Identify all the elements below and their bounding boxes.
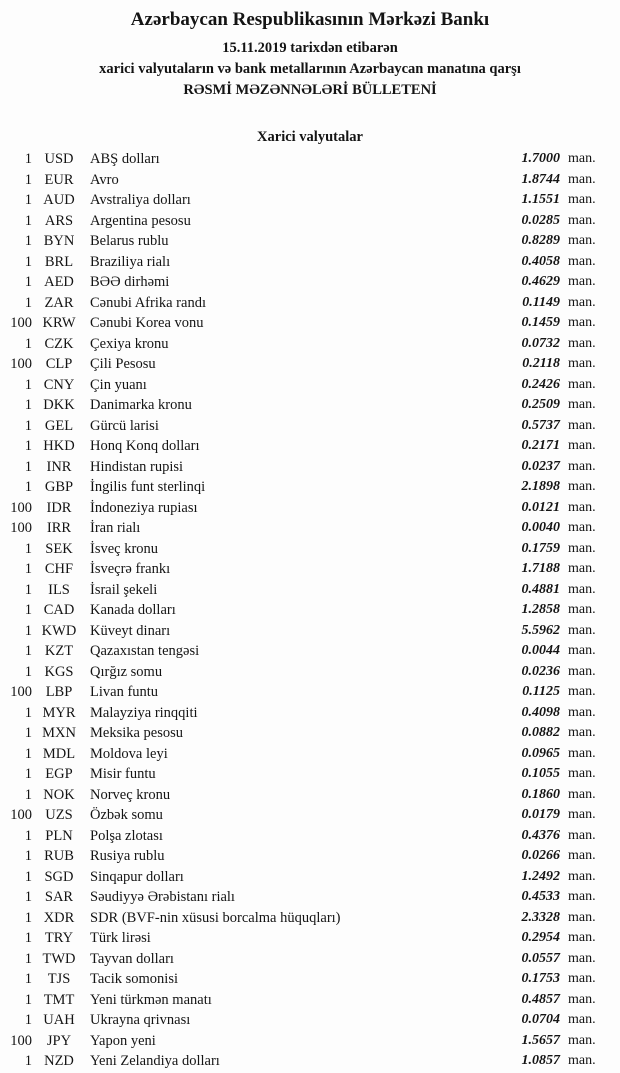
table-row (0, 887, 620, 908)
currency-name: Polşa zlotası (90, 827, 163, 844)
currency-name: Özbək somu (90, 807, 163, 823)
currency-quantity: 1 (24, 561, 32, 577)
currency-unit: man. (568, 479, 596, 494)
currency-unit: man. (568, 827, 596, 843)
currency-name: Sinqapur dolları (90, 868, 184, 885)
currency-unit: man. (568, 745, 596, 761)
currency-name: ABŞ dolları (90, 151, 160, 167)
currency-quantity: 1 (24, 335, 32, 352)
currency-unit: man. (568, 253, 596, 269)
currency-quantity: 1 (24, 212, 32, 229)
currency-code: CLP (45, 356, 73, 372)
currency-name: Küveyt dinarı (90, 622, 171, 639)
currency-unit: man. (568, 417, 596, 433)
currency-code: AED (44, 274, 74, 290)
table-row (0, 990, 620, 1011)
currency-quantity: 1 (24, 479, 32, 495)
currency-rate: 0.0121 (521, 499, 560, 515)
currency-quantity: 1 (24, 274, 32, 290)
currency-name: İndoneziya rupiası (90, 499, 198, 516)
currency-name: Kanada dolları (90, 602, 176, 618)
currency-name: Danimarka kronu (90, 397, 192, 413)
effective-date-line: 15.11.2019 tarixdən etibarən (222, 40, 398, 56)
table-row (0, 621, 620, 642)
currency-rate: 0.5737 (521, 417, 560, 433)
currency-quantity: 1 (24, 991, 32, 1008)
currency-code: MDL (42, 745, 76, 762)
currency-rate: 0.0237 (521, 458, 560, 474)
currency-rate: 0.0266 (521, 848, 560, 863)
currency-unit: man. (568, 315, 596, 330)
currency-unit: man. (568, 151, 596, 166)
currency-name: Misir funtu (90, 766, 156, 782)
currency-unit: man. (568, 171, 596, 187)
currency-rate: 0.1860 (521, 786, 560, 802)
currency-name: Cənubi Afrika randı (90, 294, 206, 311)
currency-unit: man. (568, 766, 596, 781)
currency-quantity: 1 (24, 950, 32, 967)
currency-name: İngilis funt sterlinqi (90, 479, 206, 495)
currency-quantity: 1 (24, 622, 32, 639)
table-row (0, 1031, 620, 1052)
table-row (0, 334, 620, 355)
table-row (0, 969, 620, 990)
currency-code: NZD (44, 1053, 74, 1069)
bank-title: Azərbaycan Respublikasının Mərkəzi Bankı (130, 9, 490, 30)
currency-unit: man. (568, 520, 596, 535)
currency-code: ILS (48, 581, 70, 598)
currency-name: BƏƏ dirhəmi (90, 274, 170, 290)
table-row (0, 949, 620, 970)
currency-rate: 1.0857 (521, 1053, 560, 1068)
currency-quantity: 1 (24, 971, 32, 987)
currency-unit: man. (568, 807, 596, 822)
currency-rate: 1.2492 (521, 868, 560, 884)
currency-unit: man. (568, 356, 596, 371)
currency-quantity: 1 (24, 581, 32, 598)
subtitle-line: xarici valyutaların və bank metallarının Azərbaycan manatına qarşı (99, 61, 521, 77)
currency-code: BYN (43, 233, 75, 249)
currency-rate: 0.4629 (521, 274, 560, 289)
currency-unit: man. (568, 950, 596, 966)
currency-quantity: 100 (10, 520, 32, 536)
currency-quantity: 1 (24, 233, 32, 249)
currency-quantity: 1 (24, 909, 32, 926)
section-title-foreign-currencies: Xarici valyutalar (257, 129, 363, 145)
currency-code: KWD (41, 622, 77, 639)
currency-quantity: 100 (10, 1032, 32, 1049)
currency-quantity: 1 (24, 930, 32, 946)
table-row (0, 908, 620, 929)
currency-unit: man. (568, 397, 596, 412)
currency-rate: 0.4376 (521, 827, 560, 843)
table-row (0, 662, 620, 683)
currency-unit: man. (568, 1032, 596, 1048)
currency-name: Malayziya rinqqiti (90, 704, 198, 721)
table-row (0, 149, 620, 170)
currency-unit: man. (568, 909, 596, 925)
currency-rate: 1.7188 (521, 561, 560, 576)
currency-unit: man. (568, 192, 596, 207)
table-row (0, 436, 620, 457)
currency-quantity: 1 (24, 397, 32, 413)
currency-rate: 0.0236 (521, 663, 560, 679)
currency-code: SEK (45, 540, 73, 557)
rates-table-body (0, 149, 620, 1072)
document-header (0, 8, 620, 101)
currency-quantity: 100 (10, 684, 32, 700)
currency-code: SGD (44, 868, 74, 885)
currency-rate: 5.5962 (521, 622, 560, 638)
currency-rate: 0.4881 (521, 581, 560, 597)
currency-code: ZAR (44, 294, 74, 311)
currency-unit: man. (568, 1012, 596, 1027)
currency-name: Meksika pesosu (90, 725, 184, 741)
currency-code: CZK (44, 335, 74, 352)
currency-quantity: 1 (24, 827, 32, 844)
currency-code: USD (44, 151, 74, 167)
currency-quantity: 1 (24, 643, 32, 659)
currency-quantity: 100 (10, 315, 32, 331)
currency-quantity: 100 (10, 499, 32, 516)
table-row (0, 313, 620, 334)
currency-quantity: 1 (24, 1012, 32, 1028)
currency-code: TWD (42, 950, 76, 967)
currency-quantity: 100 (10, 807, 32, 823)
table-row (0, 559, 620, 580)
currency-unit: man. (568, 561, 596, 576)
currency-code: CNY (43, 376, 75, 393)
currency-rate: 0.0732 (521, 335, 560, 351)
currency-code: HKD (43, 438, 75, 454)
currency-unit: man. (568, 581, 596, 597)
currency-name: Norveç kronu (90, 786, 171, 803)
currency-rate: 0.2954 (521, 930, 560, 945)
currency-unit: man. (568, 868, 596, 884)
currency-rate: 1.5657 (521, 1032, 560, 1048)
currency-quantity: 1 (24, 868, 32, 885)
table-row (0, 252, 620, 273)
currency-quantity: 1 (24, 745, 32, 762)
currency-quantity: 1 (24, 663, 32, 680)
table-row (0, 641, 620, 662)
currency-name: Avro (90, 171, 119, 188)
currency-code: RUB (44, 848, 74, 864)
currency-code: TMT (43, 991, 75, 1008)
table-row (0, 231, 620, 252)
currency-rate: 0.0557 (521, 950, 560, 966)
table-row (0, 764, 620, 785)
currency-rate: 0.0882 (521, 725, 560, 740)
table-row (0, 867, 620, 888)
currency-code: TRY (44, 930, 74, 946)
currency-code: KGS (44, 663, 74, 680)
table-row (0, 498, 620, 519)
table-row (0, 375, 620, 396)
currency-name: Yeni türkmən manatı (90, 991, 212, 1008)
currency-code: GEL (44, 417, 74, 434)
currency-name: Qazaxıstan tengəsi (90, 643, 200, 659)
currency-quantity: 1 (24, 540, 32, 557)
currency-unit: man. (568, 663, 596, 679)
table-row (0, 744, 620, 765)
currency-name: Gürcü larisi (90, 417, 159, 434)
currency-rate: 0.1759 (521, 540, 560, 556)
currency-name: İran rialı (90, 520, 141, 536)
table-row (0, 477, 620, 498)
currency-unit: man. (568, 212, 596, 228)
currency-quantity: 1 (24, 151, 32, 167)
table-row (0, 703, 620, 724)
currency-rate: 0.1055 (521, 766, 560, 781)
currency-quantity: 1 (24, 171, 32, 188)
currency-quantity: 1 (24, 725, 32, 741)
table-row (0, 457, 620, 478)
table-row (0, 846, 620, 867)
table-row (0, 785, 620, 806)
currency-quantity: 1 (24, 1053, 32, 1069)
currency-code: ARS (44, 212, 74, 229)
currency-unit: man. (568, 499, 596, 515)
currency-rate: 0.0040 (521, 520, 560, 535)
currency-name: Braziliya rialı (90, 253, 171, 270)
currency-unit: man. (568, 725, 596, 740)
currency-rate: 0.1125 (522, 684, 560, 699)
currency-unit: man. (568, 233, 596, 248)
currency-unit: man. (568, 438, 596, 453)
table-row (0, 682, 620, 703)
currency-unit: man. (568, 274, 596, 289)
currency-name: Tacik somonisi (90, 971, 178, 987)
currency-unit: man. (568, 294, 596, 310)
currency-quantity: 1 (24, 376, 32, 393)
currency-rate: 0.2426 (521, 376, 560, 392)
currency-code: EUR (44, 171, 74, 188)
bulletin-title: RƏSMİ MƏZƏNNƏLƏRİ BÜLLETENİ (183, 82, 437, 98)
currency-code: PLN (45, 827, 73, 844)
currency-quantity: 1 (24, 417, 32, 434)
table-row (0, 416, 620, 437)
currency-name: Qırğız somu (90, 663, 163, 680)
currency-name: Avstraliya dolları (90, 192, 191, 208)
currency-name: İsveçrə frankı (90, 561, 171, 577)
currency-unit: man. (568, 602, 596, 617)
currency-code: INR (46, 458, 72, 475)
table-row (0, 354, 620, 375)
currency-unit: man. (568, 848, 596, 863)
currency-quantity: 100 (10, 356, 32, 372)
currency-rate: 0.1149 (522, 294, 560, 310)
table-row (0, 211, 620, 232)
currency-code: IRR (46, 520, 72, 536)
currency-unit: man. (568, 991, 596, 1007)
currency-code: KZT (44, 643, 74, 659)
currency-name: Tayvan dolları (90, 950, 174, 967)
currency-rate: 1.8744 (521, 171, 560, 187)
currency-rate: 0.2171 (521, 438, 560, 453)
currency-unit: man. (568, 786, 596, 802)
currency-rate: 1.7000 (521, 151, 560, 166)
currency-rate: 0.4857 (521, 991, 560, 1007)
currency-rate: 0.0285 (521, 212, 560, 228)
currency-name: Çili Pesosu (90, 356, 156, 372)
currency-code: LBP (45, 684, 73, 700)
currency-unit: man. (568, 540, 596, 556)
currency-name: Rusiya rublu (90, 848, 165, 864)
currency-unit: man. (568, 376, 596, 392)
currency-name: SDR (BVF-nin xüsusi borcalma hüquqları) (90, 909, 341, 926)
table-row (0, 1051, 620, 1072)
currency-name: Ukrayna qrivnası (90, 1012, 191, 1028)
currency-rate: 1.2858 (521, 602, 560, 617)
currency-rate: 0.0179 (521, 807, 560, 822)
currency-quantity: 1 (24, 294, 32, 311)
currency-code: DKK (43, 397, 75, 413)
table-row (0, 395, 620, 416)
table-row (0, 723, 620, 744)
currency-name: Argentina pesosu (90, 212, 191, 229)
currency-quantity: 1 (24, 786, 32, 803)
currency-rate: 0.1753 (521, 971, 560, 986)
currency-name: Moldova leyi (90, 745, 168, 762)
table-row (0, 928, 620, 949)
currency-rate: 2.3328 (521, 909, 560, 925)
currency-unit: man. (568, 622, 596, 638)
currency-code: MYR (42, 704, 76, 721)
currency-name: İsveç kronu (90, 540, 159, 557)
table-row (0, 293, 620, 314)
currency-rate: 2.1898 (521, 479, 560, 494)
currency-code: KRW (42, 315, 76, 331)
currency-unit: man. (568, 704, 596, 720)
currency-unit: man. (568, 335, 596, 351)
currency-name: Cənubi Korea vonu (90, 315, 204, 331)
currency-name: Belarus rublu (90, 233, 169, 249)
currency-rate: 1.1551 (521, 192, 560, 207)
currency-code: AUD (43, 192, 75, 208)
table-row (0, 580, 620, 601)
currency-code: TJS (47, 971, 71, 987)
currency-quantity: 1 (24, 438, 32, 454)
currency-code: GBP (44, 479, 74, 495)
currency-name: Səudiyyə Ərəbistanı rialı (90, 889, 235, 905)
currency-rate: 0.0965 (521, 745, 560, 761)
currency-code: BRL (44, 253, 74, 270)
currency-code: UAH (43, 1012, 75, 1028)
currency-code: XDR (43, 909, 75, 926)
currency-rate: 0.1459 (521, 315, 560, 330)
currency-quantity: 1 (24, 458, 32, 475)
currency-quantity: 1 (24, 253, 32, 270)
table-row (0, 272, 620, 293)
currency-rate: 0.8289 (521, 233, 560, 248)
currency-code: EGP (45, 766, 73, 782)
currency-name: Çexiya kronu (90, 335, 169, 352)
currency-unit: man. (568, 643, 596, 658)
currency-quantity: 1 (24, 889, 32, 905)
currency-name: Livan funtu (90, 684, 159, 700)
currency-rate: 0.4098 (521, 704, 560, 720)
table-row (0, 539, 620, 560)
table-row (0, 1010, 620, 1031)
currency-quantity: 1 (24, 848, 32, 864)
currency-unit: man. (568, 971, 596, 986)
table-row (0, 600, 620, 621)
currency-name: Çin yuanı (90, 376, 147, 393)
table-row (0, 805, 620, 826)
currency-name: İsrail şekeli (90, 581, 158, 598)
table-row (0, 518, 620, 539)
currency-code: MXN (42, 725, 76, 741)
currency-unit: man. (568, 684, 596, 699)
table-row (0, 170, 620, 191)
currency-unit: man. (568, 458, 596, 474)
currency-rate: 0.4533 (521, 889, 560, 904)
currency-code: CHF (44, 561, 74, 577)
currency-quantity: 1 (24, 766, 32, 782)
currency-code: UZS (45, 807, 73, 823)
table-row (0, 826, 620, 847)
currency-code: NOK (43, 786, 75, 803)
currency-rate: 0.2509 (521, 397, 560, 412)
currency-rate: 0.0044 (521, 643, 560, 658)
currency-name: Hindistan rupisi (90, 458, 184, 475)
currency-quantity: 1 (24, 602, 32, 618)
currency-unit: man. (568, 889, 596, 904)
currency-rate: 0.4058 (521, 253, 560, 269)
currency-rate: 0.2118 (522, 356, 560, 371)
currency-quantity: 1 (24, 704, 32, 721)
currency-name: Yapon yeni (90, 1032, 156, 1049)
currency-rate: 0.0704 (521, 1012, 560, 1027)
currency-code: CAD (43, 602, 75, 618)
currency-unit: man. (568, 930, 596, 945)
currency-name: Honq Konq dolları (90, 438, 200, 454)
currency-code: IDR (46, 499, 72, 516)
currency-code: JPY (46, 1032, 72, 1049)
currency-code: SAR (44, 889, 74, 905)
table-row (0, 190, 620, 211)
currency-quantity: 1 (24, 192, 32, 208)
currency-name: Türk lirəsi (90, 930, 151, 946)
currency-name: Yeni Zelandiya dolları (90, 1053, 220, 1069)
currency-unit: man. (568, 1053, 596, 1068)
